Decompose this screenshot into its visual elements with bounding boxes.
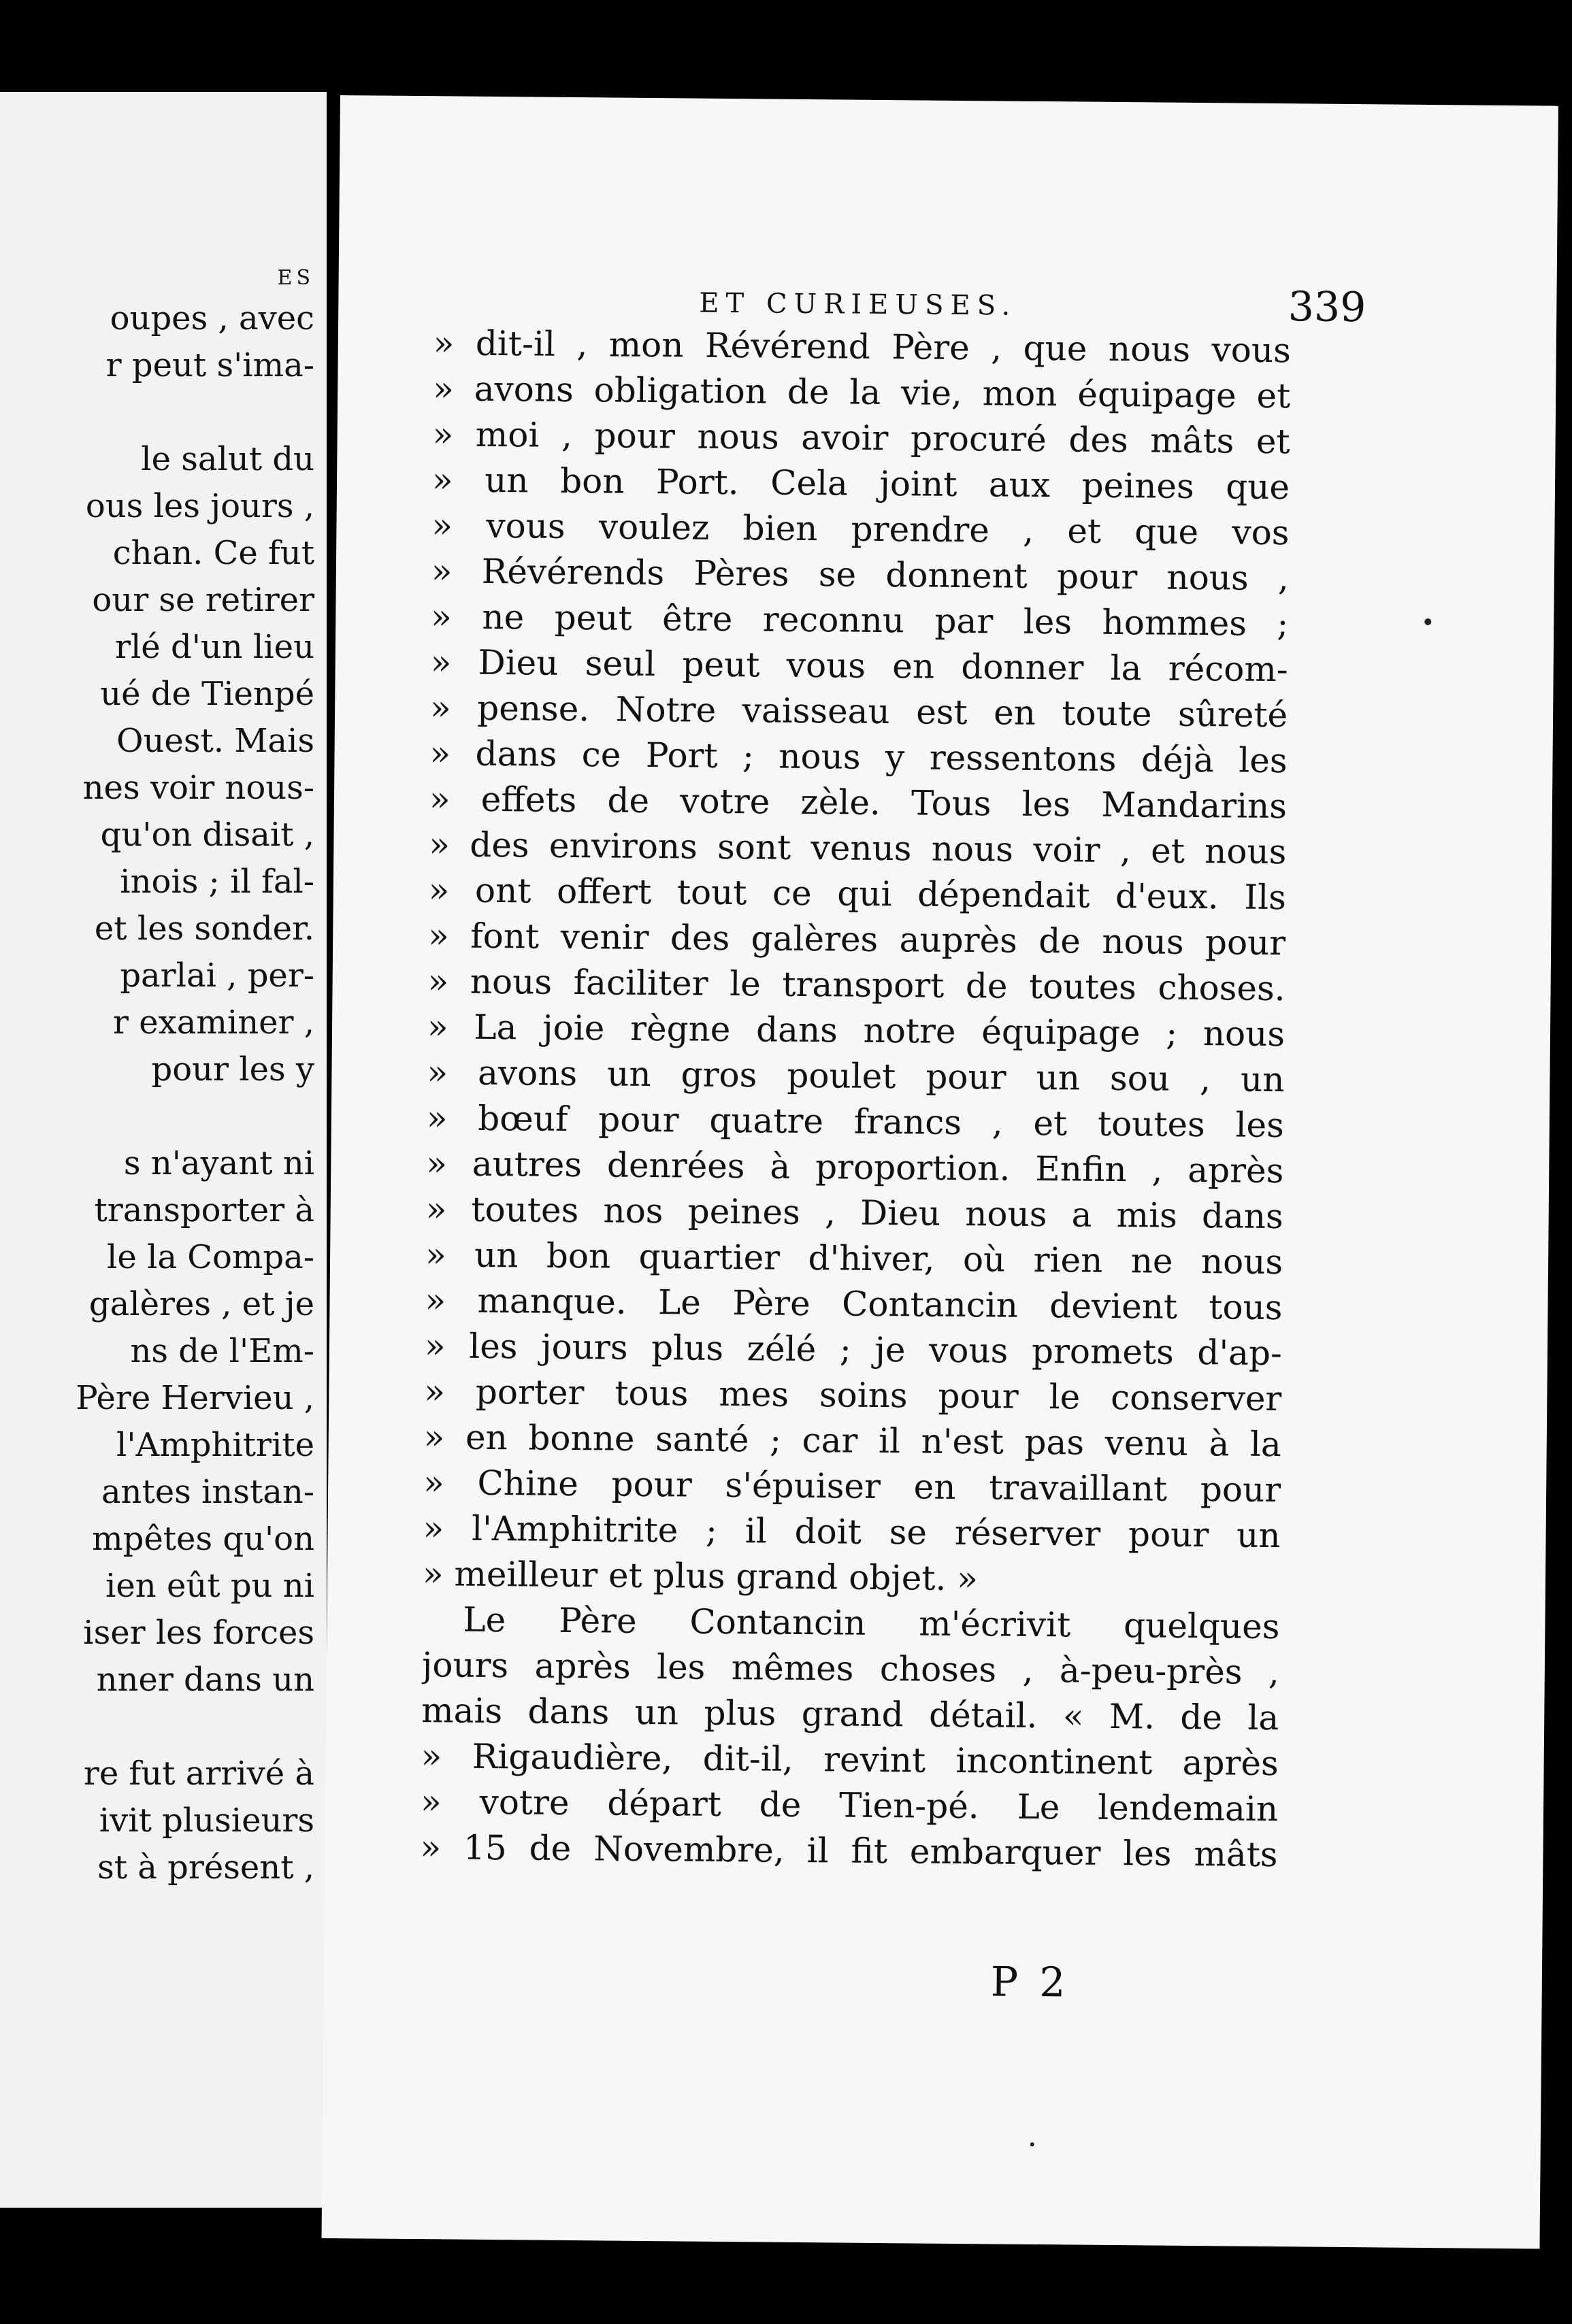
left-page-line: mpêtes qu'on bbox=[92, 1520, 314, 1558]
text-line: » bœuf pour quatre francs , et toutes les bbox=[426, 1098, 1285, 1146]
text-line: » dit-il , mon Révérend Père , que nous vous bbox=[433, 323, 1292, 371]
left-page-line: le la Compa- bbox=[107, 1238, 314, 1276]
right-page bbox=[322, 95, 1558, 2249]
left-page-line: le salut du bbox=[141, 440, 314, 478]
text-line: » ont offert tout ce qui dépendait d'eux. Ils bbox=[428, 870, 1287, 918]
text-line: » pense. Notre vaisseau est en toute sûreté bbox=[429, 688, 1288, 735]
text-line: » dans ce Port ; nous y ressentons déjà les bbox=[429, 733, 1288, 781]
body-text bbox=[420, 320, 1291, 1878]
left-page-line: nner dans un bbox=[96, 1661, 314, 1699]
left-page-line: r peut s'ima- bbox=[105, 346, 314, 384]
left-page-line: ous les jours , bbox=[85, 487, 314, 525]
left-page-line: iser les forces bbox=[83, 1614, 314, 1652]
text-line: jours après les mêmes choses , à-peu-près , bbox=[421, 1645, 1280, 1693]
text-line: » nous faciliter le transport de toutes choses. bbox=[427, 961, 1286, 1009]
text-line: » avons obligation de la vie, mon équipage et bbox=[432, 369, 1291, 416]
text-line: » 15 de Novembre, il fit embarquer les mâts bbox=[420, 1827, 1278, 1875]
left-page-line: galères , et je bbox=[88, 1285, 314, 1323]
text-line: » porter tous mes soins pour le conserver bbox=[424, 1372, 1282, 1419]
left-page-line: ns de l'Em- bbox=[130, 1332, 314, 1370]
text-line: » un bon quartier d'hiver, où rien ne nous bbox=[425, 1235, 1283, 1282]
text-line: » toutes nos peines , Dieu nous a mis dans bbox=[425, 1189, 1283, 1237]
text-line: » La joie règne dans notre équipage ; nous bbox=[427, 1007, 1286, 1055]
left-page-line: s n'ayant ni bbox=[123, 1144, 314, 1182]
left-page-line: nes voir nous- bbox=[82, 769, 314, 807]
left-page-line: l'Amphitrite bbox=[116, 1426, 314, 1464]
left-page-line: chan. Ce fut bbox=[112, 534, 314, 572]
text-line: » avons un gros poulet pour un sou , un bbox=[427, 1052, 1285, 1100]
left-page-line: transporter à bbox=[94, 1191, 314, 1229]
left-page bbox=[0, 92, 327, 2208]
left-page-line: parlai , per- bbox=[120, 957, 314, 995]
text-line: Le Père Contancin m'écrivit quelques bbox=[463, 1599, 1280, 1647]
left-page-line: oupes , avec bbox=[110, 299, 314, 337]
text-line: » des environs sont venus nous voir , et nous bbox=[429, 825, 1287, 872]
left-page-line: ien eût pu ni bbox=[105, 1567, 314, 1605]
text-line: » en bonne santé ; car il n'est pas venu à la bbox=[423, 1417, 1281, 1465]
ink-dot bbox=[1030, 2142, 1034, 2146]
left-page-line: r examiner , bbox=[113, 1003, 314, 1042]
text-line: » moi , pour nous avoir procuré des mâts et bbox=[432, 414, 1290, 462]
text-line: » manque. Le Père Contancin devient tous bbox=[425, 1280, 1283, 1328]
text-line: » Révérends Pères se donnent pour nous , bbox=[431, 551, 1290, 599]
left-page-line: st à présent , bbox=[97, 1848, 314, 1887]
left-page-line: Ouest. Mais bbox=[116, 722, 314, 760]
text-line: » l'Amphitrite ; il doit se réserver pour un bbox=[423, 1508, 1281, 1556]
left-page-line: pour les y bbox=[151, 1050, 314, 1089]
signature-mark: P 2 bbox=[990, 1958, 1070, 2007]
left-page-line: ivit plusieurs bbox=[99, 1802, 314, 1840]
left-page-line: ué de Tienpé bbox=[100, 675, 314, 713]
left-page-line: et les sonder. bbox=[94, 910, 314, 948]
text-line: » Chine pour s'épuiser en travaillant pour bbox=[423, 1463, 1281, 1510]
left-page-line: re fut arrivé à bbox=[83, 1755, 314, 1793]
text-line: » meilleur et plus grand objet. » bbox=[422, 1554, 979, 1599]
left-page-line: inois ; il fal- bbox=[120, 863, 314, 901]
text-line: » autres denrées à proportion. Enfin , après bbox=[426, 1144, 1284, 1191]
ink-dot bbox=[1424, 618, 1431, 625]
text-line: » vous voulez bien prendre , et que vos bbox=[431, 505, 1290, 553]
left-page-line: qu'on disait , bbox=[100, 816, 314, 854]
left-page-line: rlé d'un lieu bbox=[115, 628, 314, 666]
text-line: » effets de votre zèle. Tous les Mandarins bbox=[429, 779, 1288, 827]
text-line: » ne peut être reconnu par les hommes ; bbox=[431, 597, 1289, 644]
left-page-line: antes instan- bbox=[101, 1473, 314, 1511]
text-line: » votre départ de Tien-pé. Le lendemain bbox=[420, 1782, 1279, 1829]
left-page-line: our se retirer bbox=[92, 581, 314, 619]
header-title: ET CURIEUSES. bbox=[699, 287, 1017, 322]
text-line: » Rigaudière, dit-il, revint incontinent après bbox=[421, 1736, 1279, 1784]
text-line: » Dieu seul peut vous en donner la récom- bbox=[430, 642, 1288, 690]
left-page-line: Père Hervieu , bbox=[76, 1379, 314, 1417]
text-line: » les jours plus zélé ; je vous promets d'ap- bbox=[424, 1326, 1283, 1374]
text-line: » un bon Port. Cela joint aux peines que bbox=[431, 460, 1290, 508]
text-line: mais dans un plus grand détail. « M. de la bbox=[421, 1691, 1279, 1738]
left-page-line: ES bbox=[277, 266, 314, 290]
page-number: 339 bbox=[1288, 283, 1366, 332]
text-line: » font venir des galères auprès de nous pour bbox=[427, 916, 1286, 963]
